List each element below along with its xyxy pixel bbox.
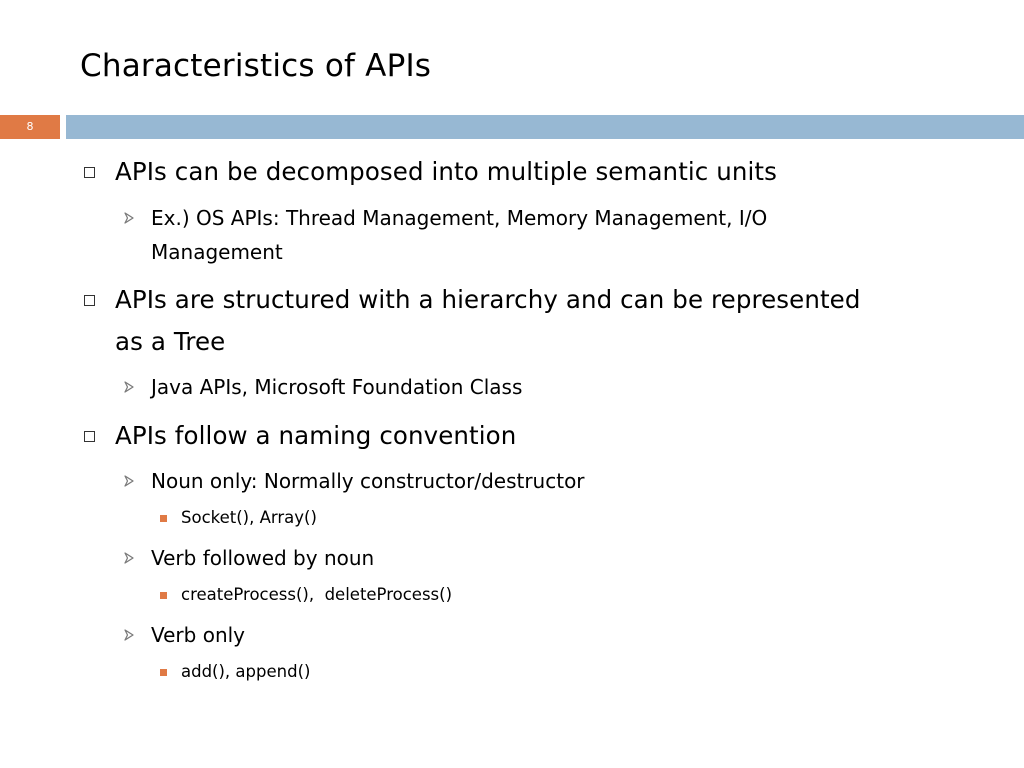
slide-title: Characteristics of APIs [80,48,432,84]
bullet-level2-noun-only: Noun only: Normally constructor/destructor [151,469,585,493]
bullet-level3-create-delete-process: createProcess(), deleteProcess() [181,585,453,604]
bullet-level3-add-append: add(), append() [181,662,311,681]
bullet-level2-verb-only: Verb only [151,623,246,647]
arrowhead-icon [122,628,136,642]
bullet-level2-java-apis: Java APIs, Microsoft Foundation Class [151,375,523,399]
filled-square-icon [160,669,167,676]
bullet-level2-os-apis-line2: Management [151,240,283,264]
bullet-level1-hierarchy-line1: APIs are structured with a hierarchy and can be represented [115,285,861,314]
bullet-level1-naming: APIs follow a naming convention [115,421,517,450]
arrowhead-icon [122,211,136,225]
arrowhead-icon [122,380,136,394]
arrowhead-icon [122,474,136,488]
bullet-level1-hierarchy-line2: as a Tree [115,327,226,356]
hollow-square-icon [84,167,95,178]
bullet-level2-verb-noun: Verb followed by noun [151,546,375,570]
bullet-level3-socket-array: Socket(), Array() [181,508,317,527]
hollow-square-icon [84,295,95,306]
filled-square-icon [160,515,167,522]
bullet-level1-decomposed: APIs can be decomposed into multiple semantic units [115,157,777,186]
bullet-level2-os-apis-line1: Ex.) OS APIs: Thread Management, Memory Management, I/O [151,206,768,230]
slide-number: 8 [26,120,34,133]
hollow-square-icon [84,431,95,442]
arrowhead-icon [122,551,136,565]
filled-square-icon [160,592,167,599]
